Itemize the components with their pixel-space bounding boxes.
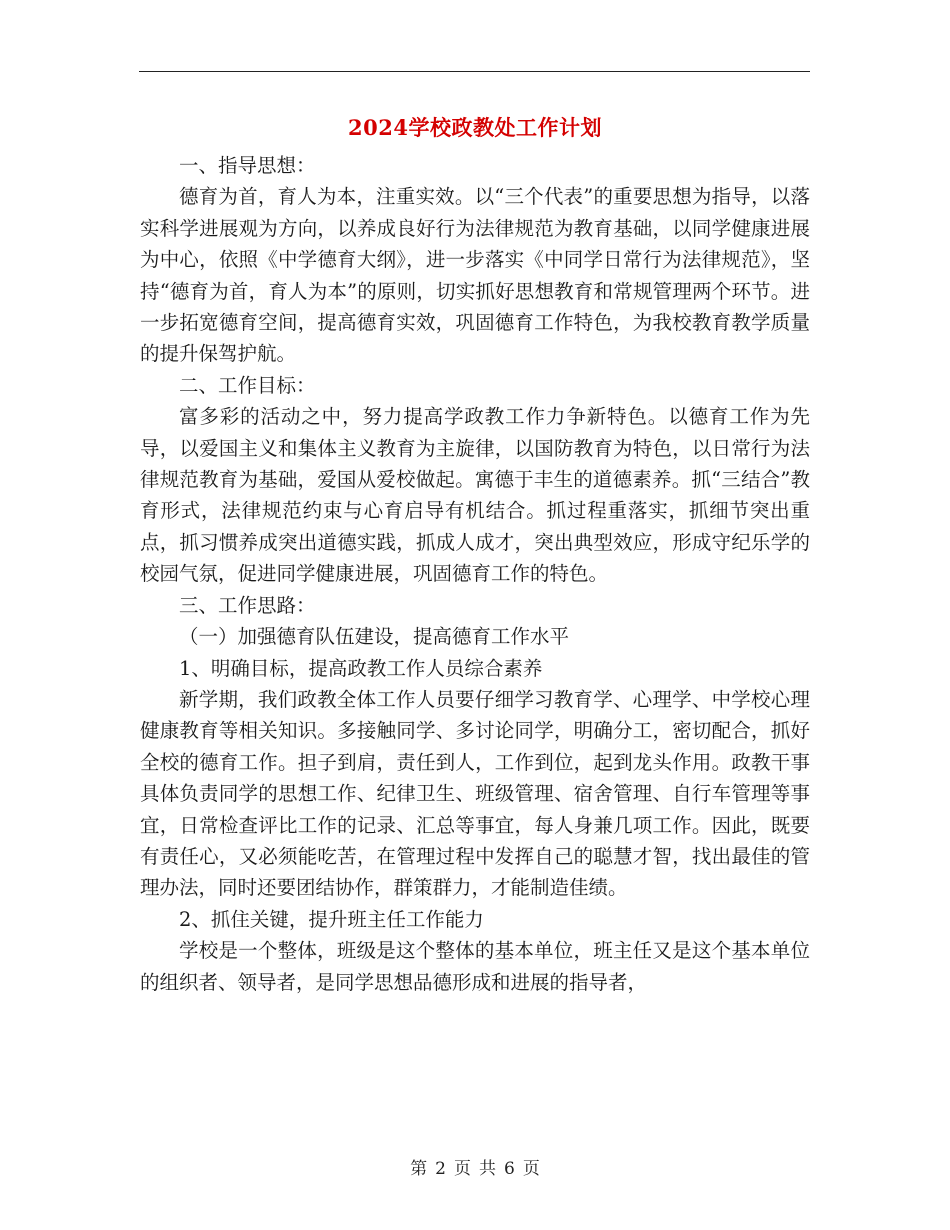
paragraph-school-whole: 学校是一个整体，班级是这个整体的基本单位，班主任又是这个基本单位的组织者、领导者，是同学思想品德形成和进展的指导者， [140,939,810,994]
paragraph-new-semester: 新学期，我们政教全体工作人员要仔细学习教育学、心理学、中学校心理健康教育等相关知识。多接触同学、多讨论同学，明确分工，密切配合，抓好全校的德育工作。担子到肩，责任到人，工作到位，起到龙头作用。政教干事具体负责同学的思想工作、纪律卫生、班级管理、宿舍管理、自行车管理等事宜，日常检查评比工作的记录、汇总等事宜，每人身兼几项工作。因此，既要有责任心，又必须能吃苦，在管理过程中发挥自己的聪慧才智，找出最佳的管理办法，同时还要团结协作，群策群力，才能制造佳绩。 [140,687,810,900]
section-heading-work-approach: 三、工作思路： [179,593,316,617]
item-heading-clear-goals: 1、明确目标，提高政教工作人员综合素养 [179,656,543,680]
paragraph-work-goals: 富多彩的活动之中，努力提高学政教工作力争新特色。以德育工作为先导，以爱国主义和集体主义教育为主旋律，以国防教育为特色，以日常行为法律规范教育为基础，爱国从爱校做起。寓德于丰生的道德素养。抓“三结合”教育形式，法律规范约束与心育启导有机结合。抓过程重落实，抓细节突出重点，抓习惯养成突出道德实践，抓成人成才，突出典型效应，形成守纪乐学的校园气氛，促进同学健康进展，巩固德育工作的特色。 [140,405,810,586]
document-body [140,150,810,998]
footer-label-total: 共 [479,1159,496,1179]
footer-label-ye2: 页 [522,1159,540,1179]
footer-current-page: 2 [435,1159,446,1179]
footer-total-pages: 6 [504,1159,515,1179]
footer-label-page: 第 [410,1159,428,1179]
header-rule [139,71,810,72]
section-heading-work-goals: 二、工作目标： [179,373,316,397]
footer-label-ye: 页 [454,1159,471,1179]
item-heading-key-points: 2、抓住关键，提升班主任工作能力 [179,907,484,931]
subsection-heading-team-building: （一）加强德育队伍建设，提高德育工作水平 [179,625,570,649]
paragraph-guiding-thought: 德育为首，育人为本，注重实效。以“三个代表”的重要思想为指导，以落实科学进展观为方向，以养成良好行为法律规范为教育基础，以同学健康进展为中心，依照《中学德育大纲》，进一步落实《中同学日常行为法律规范》，坚持“德育为首，育人为本”的原则，切实抓好思想教育和常规管理两个环节。进一步拓宽德育空间，提高德育实效，巩固德育工作特色，为我校教育教学质量的提升保驾护航。 [140,185,810,366]
section-heading-guiding-thought: 一、指导思想： [179,154,316,177]
page-footer [0,1154,950,1179]
document-title: 2024学校政教处工作计划 [348,115,602,140]
